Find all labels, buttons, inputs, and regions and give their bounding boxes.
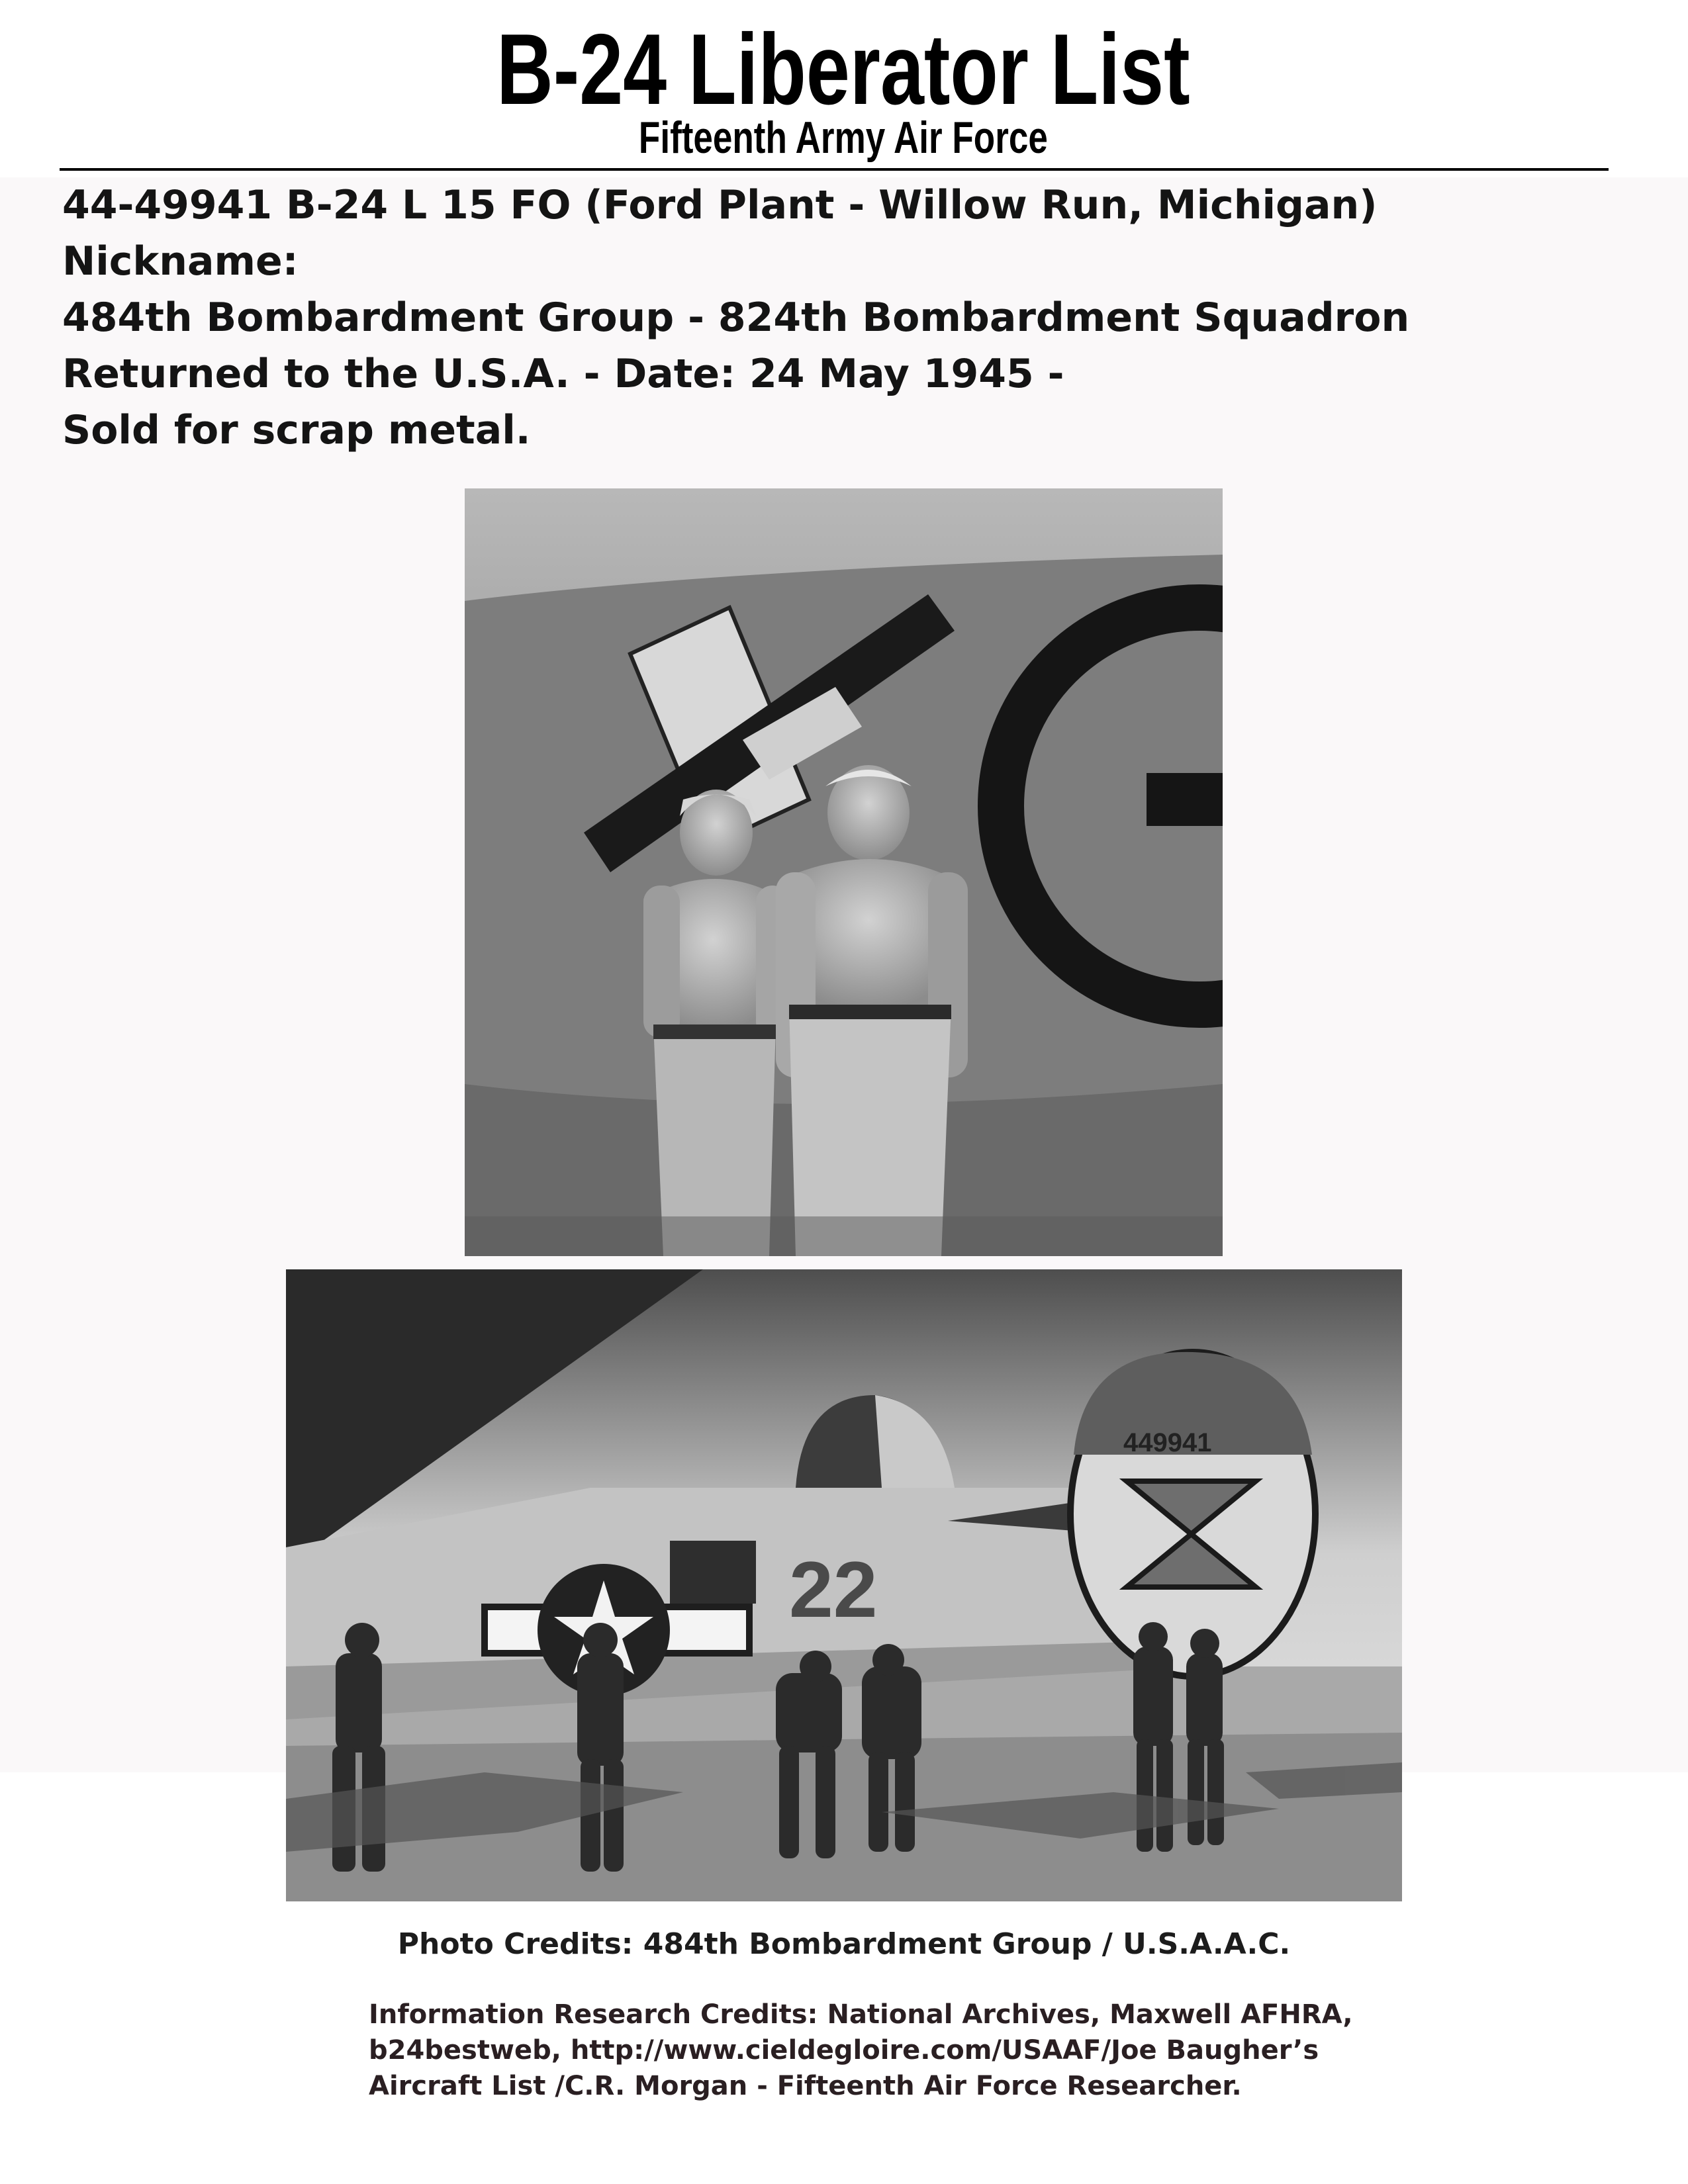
photo-credits: Photo Credits: 484th Bombardment Group / U.S.A.A.C.	[397, 1927, 1291, 1961]
crew-nose-art-photo	[465, 488, 1223, 1256]
research-credits-line-1: Information Research Credits: National Archives, Maxwell AFHRA,	[369, 1999, 1353, 2030]
unit-line: 484th Bombardment Group - 824th Bombardment Squadron	[62, 295, 1410, 341]
research-credits	[369, 1997, 1626, 2104]
header-divider	[60, 168, 1609, 171]
aircraft-ground-crew-photo	[286, 1269, 1402, 1901]
research-credits-line-3: Aircraft List /C.R. Morgan - Fifteenth Air Force Researcher.	[369, 2071, 1242, 2101]
page-title: B-24 Liberator List	[496, 13, 1190, 126]
page-subtitle: Fifteenth Army Air Force	[638, 113, 1048, 163]
research-credits-line-2: b24bestweb, http://www.cieldegloire.com/USAAF/Joe Baugher’s	[369, 2035, 1319, 2066]
fate-line: Sold for scrap metal.	[62, 407, 531, 453]
serial-line: 44-49941 B-24 L 15 FO (Ford Plant - Willow Run, Michigan)	[62, 182, 1378, 228]
nickname-line: Nickname:	[62, 238, 299, 285]
aircraft-info	[62, 177, 1651, 459]
fuselage-number: 22	[789, 1545, 878, 1634]
return-line: Returned to the U.S.A. - Date: 24 May 1945 -	[62, 351, 1064, 397]
tail-serial: 449941	[1123, 1428, 1212, 1457]
